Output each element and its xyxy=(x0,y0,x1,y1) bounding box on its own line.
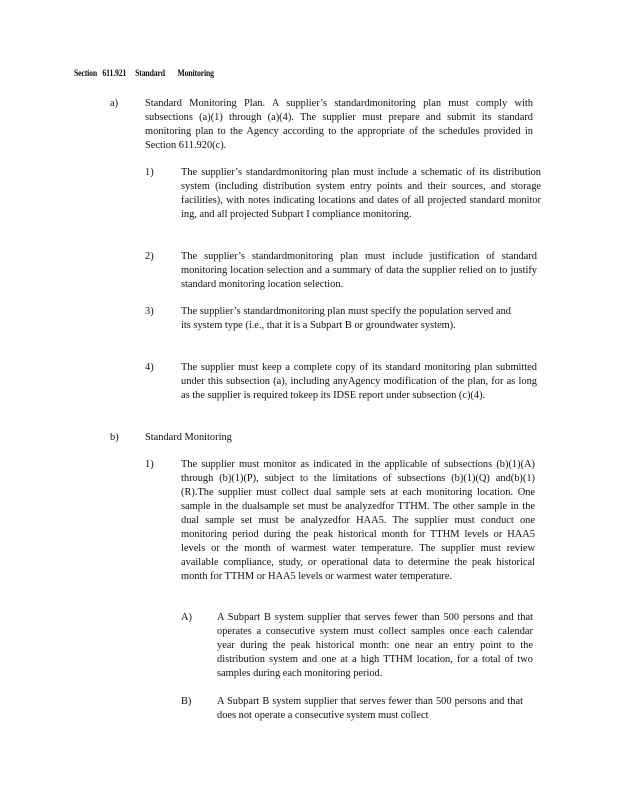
item-b-marker: b) xyxy=(110,432,119,443)
item-a4-text: The supplier must keep a complete copy of its standard monitoring plan submitted under this subsection (a), including anyAgency modification of the plan, for as long as the supplier is required tokeep its IDSE report under subsection (c)(4). xyxy=(181,362,537,401)
item-a4-marker: 4) xyxy=(145,362,154,373)
item-b1A-marker: A) xyxy=(181,612,192,623)
item-b1-marker: 1) xyxy=(145,459,154,470)
item-a-text: Standard Monitoring Plan. A supplier’s standardmonitoring plan must comply with subsections (a)(1) through (a)(4). The supplier must prepare and submit its standard monitoring plan to the Agency according to the appropriate of the schedules provided in Section 611.920(c). xyxy=(145,98,533,151)
item-a3-text: The supplier’s standardmonitoring plan must specify the population served and its system type (i.e., that it is a Subpart B or groundwater system). xyxy=(181,306,511,331)
item-a1-text: The supplier’s standardmonitoring plan must include a schematic of its distribution system (including distribution system entry points and their sources, and storage facilities), with notes indicating locations and dates of all projected standard monitor ing, and all projected Subpart I compliance monitoring. xyxy=(181,167,541,220)
item-b-text: Standard Monitoring xyxy=(145,432,232,443)
item-a2-text: The supplier’s standardmonitoring plan must include justification of standard monitoring location selection and a summary of data the supplier relied on to justify standard monitoring location selection. xyxy=(181,251,537,290)
item-a-marker: a) xyxy=(110,98,119,109)
item-b1B-marker: B) xyxy=(181,696,192,707)
item-b1-text: The supplier must monitor as indicated in the applicable of subsections (b)(1)(A) through (b)(1)(P), subject to the limitations of subsections (b)(1)(Q) and(b)(1)(R).The supplier must collect dual sample sets at each monitoring location. One sample in the dualsample set must be analyzedfor TTHM. The other sample in the dual sample set must be analyzedfor HAA5. The supplier must conduct one monitoring period during the peak historical month for TTHM levels or HAA5 levels or the month of warmest water temperature. The supplier must review available compliance, study, or operational data to determine the peak historical month for TTHM or HAA5 levels or warmest water temperature. xyxy=(181,459,535,582)
section-heading: Section 611.921 Standard Monitoring xyxy=(74,69,214,79)
item-a2-marker: 2) xyxy=(145,251,154,262)
item-b1A-text: A Subpart B system supplier that serves fewer than 500 persons and that operates a consecutive system must collect samples once each calendar year during the peak historical month: one near an entry point to the distribution system and one at a high TTHM location, for a total of two samples during each monitoring period. xyxy=(217,612,533,679)
item-a3-marker: 3) xyxy=(145,306,154,317)
item-b1B-text: A Subpart B system supplier that serves fewer than 500 persons and that does not operate a consecutive system must collect xyxy=(217,696,523,721)
item-a1-marker: 1) xyxy=(145,167,154,178)
